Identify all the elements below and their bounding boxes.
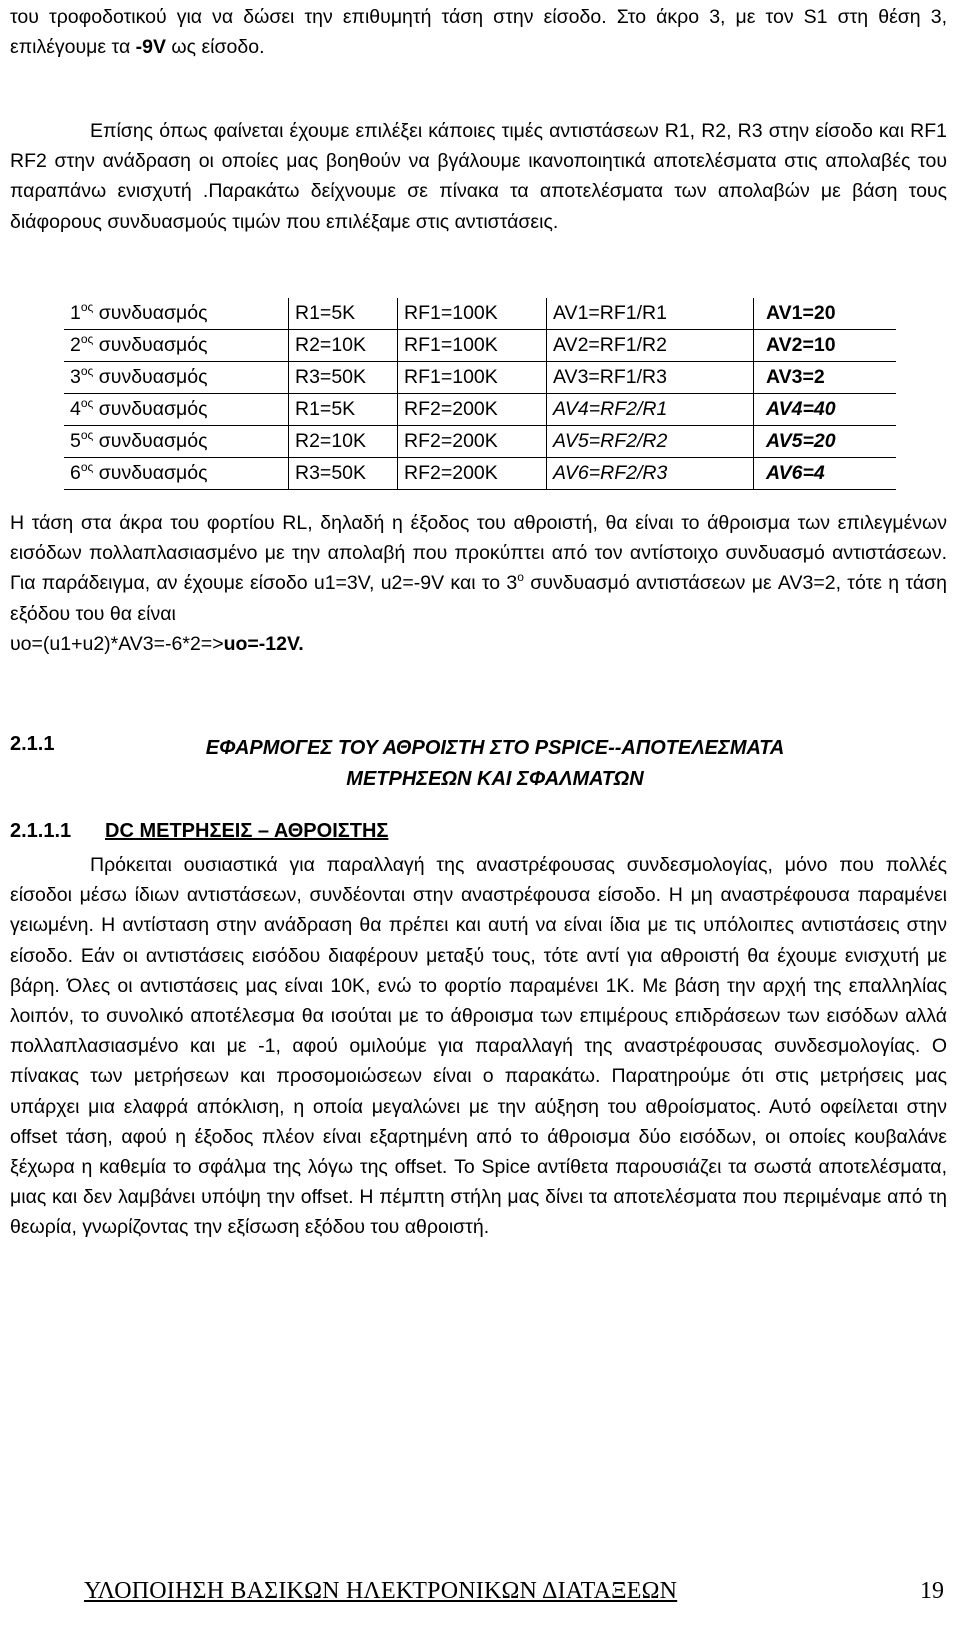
input-resistor-cell: R1=5K [289,394,398,426]
gain-result-cell: AV2=10 [754,330,897,362]
feedback-resistor-cell: RF2=200K [398,426,547,458]
ordinal-superscript: ος [80,460,94,474]
second-paragraph: Επίσης όπως φαίνεται έχουμε επιλέξει κάποιες τιμές αντιστάσεων R1, R2, R3 στην είσοδο και RF1 RF2 στην ανάδραση οι οποίες μας βοηθούν να βγάλουμε ικανοποιητικά αποτελέσματα στις απολαβές του παραπάνω ενισχυτή .Παρακάτω δείχνουμε σε πίνακα τα αποτελέσματα των απολαβών με βάση τους διάφορους συνδυασμούς τιμών που επιλέξαμε στις αντιστάσεις. [10,120,947,233]
vout-formula: υo=(u1+u2)*AV3=-6*2=> [10,632,224,655]
intro-end-text: ως είσοδο. [166,36,265,59]
gain-formula-cell: AV1=RF1/R1 [547,298,754,330]
table-row [64,298,896,330]
input-resistor-cell: R3=50K [289,458,398,490]
table-row [64,362,896,394]
vout-text-part1: Η τάση στα άκρα του φορτίου RL, δηλαδή η έξοδος του αθροιστή, θα είναι το άθροισμα των επιλεγμένων εισόδων πολλαπλασιασμένο με την απολαβή που προκύπτει από τον αντίστοιχο συνδυασμό αντιστάσεων. Για παράδειγμα, αν έχουμε είσοδο u1=3V, u2=-9V και το 3 [10,512,947,595]
ordinal-superscript: ος [80,396,94,410]
ordinal-superscript: ος [80,332,94,346]
vout-text-part2: συνδυασμό αντιστάσεων με AV3=2, τότε η τάση εξόδου του θα είναι [10,572,947,625]
combination-number: 4 [70,398,81,420]
section-title-line1: ΕΦΑΡΜΟΓΕΣ ΤΟΥ ΑΘΡΟΙΣΤΗ ΣΤΟ PSPICE--ΑΠΟΤΕΛΕΣΜΑΤΑ [205,737,785,759]
section-number: 2.1.1 [10,733,55,755]
intro-bold-voltage: -9V [135,36,167,59]
feedback-resistor-cell: RF2=200K [398,458,547,490]
table-row [64,426,896,458]
combination-number: 6 [70,462,81,484]
ordinal-superscript: ος [80,300,94,314]
page-number: 19 [920,1578,944,1604]
gain-formula-cell: AV6=RF2/R3 [547,458,754,490]
gain-result-cell: AV4=40 [754,394,897,426]
ordinal-superscript: ος [80,364,94,378]
body-paragraph: Πρόκειται ουσιαστικά για παραλλαγή της αναστρέφουσας συνδεσμολογίας, μόνο που πολλές είσοδοι μέσω ίδιων αντιστάσεων, συνδέονται στην αναστρέφουσα είσοδο. Η μη αναστρέφουσα παραμένει γειωμένη. Η αντίσταση στην ανάδραση θα πρέπει και αυτή να είναι ίδια με τις υπόλοιπες αντιστάσεις στην είσοδο. Εάν οι αντιστάσεις εισόδου διαφέρουν μεταξύ τους, τότε αντί για αθροιστή θα έχουμε ενισχυτή με βάρη. Όλες οι αντιστάσεις μας είναι 10K, ενώ το φορτίο παραμένει 1K. Με βάση την αρχή της επαλληλίας λοιπόν, το συνολικό αποτέλεσμα θα ισούται με το άθροισμα των επιμέρους επιδράσεων των εισόδων αλλά πολλαπλασιασμένο και με -1, αφού ομιλούμε για παραλλαγή της αναστρέφουσας συνδεσμολογίας. Ο πίνακας των μετρήσεων και προσομοιώσεων είναι ο παρακάτω. Παρατηρούμε ότι στις μετρήσεις μας υπάρχει μια ελαφρά απόκλιση, η οποία μεγαλώνει με την αύξηση του αθροίσματος. Αυτό οφείλεται στην offset τάση, αφού η έξοδος πλέον είναι εξαρτημένη από το άθροισμα δύο εισόδων, οι οποίες κουβαλάνε ξέχωρα η καθεμία το σφάλμα της λόγω της offset. Το Spice αντίθετα παρουσιάζει τα σωστά αποτελέσματα, μιας και δεν λαμβάνει υπόψη την offset. Η πέμπτη στήλη μας δίνει τα αποτελέσματα που περιμέναμε από τη θεωρία, γνωρίζοντας την εξίσωση εξόδου του αθροιστή. [10,854,947,1239]
input-resistor-cell: R2=10K [289,426,398,458]
gain-result-cell: AV3=2 [754,362,897,394]
combination-word: συνδυασμός [93,398,208,420]
feedback-resistor-cell: RF1=100K [398,362,547,394]
combination-word: συνδυασμός [93,430,208,452]
subsection-number: 2.1.1.1 [10,820,72,842]
combination-label-cell [64,330,289,362]
input-resistor-cell: R2=10K [289,330,398,362]
input-resistor-cell: R3=50K [289,362,398,394]
combination-number: 2 [70,334,81,356]
combination-label-cell [64,394,289,426]
gain-result-cell: AV6=4 [754,458,897,490]
combination-number: 5 [70,430,81,452]
vout-superscript: ο [517,570,524,585]
footer-title: ΥΛΟΠΟΙΗΣΗ ΒΑΣΙΚΩΝ ΗΛΕΚΤΡΟΝΙΚΩΝ ΔΙΑΤΑΞΕΩΝ [84,1578,678,1604]
feedback-resistor-cell: RF2=200K [398,394,547,426]
table-row [64,330,896,362]
combination-label-cell [64,298,289,330]
gain-formula-cell: AV5=RF2/R2 [547,426,754,458]
table-row [64,394,896,426]
subsection-title: DC ΜΕΤΡΗΣΕΙΣ – ΑΘΡΟΙΣΤΗΣ [105,820,389,842]
combination-number: 1 [70,302,81,324]
combination-label-cell [64,458,289,490]
vout-formula-result: uo=-12V. [223,632,304,655]
combination-word: συνδυασμός [93,334,208,356]
gain-formula-cell: AV2=RF1/R2 [547,330,754,362]
feedback-resistor-cell: RF1=100K [398,298,547,330]
combination-number: 3 [70,366,81,388]
gain-formula-cell: AV3=RF1/R3 [547,362,754,394]
combination-word: συνδυασμός [93,366,208,388]
section-title [105,733,885,795]
gain-formula-cell: AV4=RF2/R1 [547,394,754,426]
gain-results-table [64,298,896,490]
gain-result-cell: AV1=20 [754,298,897,330]
gain-results-table-body [64,298,896,490]
feedback-resistor-cell: RF1=100K [398,330,547,362]
intro-text: του τροφοδοτικού για να δώσει την επιθυμητή τάση στην είσοδο. Στο άκρο 3, με τον S1 στη θέση 3, επιλέγουμε τα [10,6,947,59]
intro-paragraph [10,2,947,62]
combination-label-cell [64,362,289,394]
section-title-line2: ΜΕΤΡΗΣΕΩΝ ΚΑΙ ΣΦΑΛΜΑΤΩΝ [346,768,644,790]
combination-label-cell [64,426,289,458]
ordinal-superscript: ος [80,428,94,442]
combination-word: συνδυασμός [93,462,208,484]
gain-result-cell: AV5=20 [754,426,897,458]
input-resistor-cell: R1=5K [289,298,398,330]
table-row [64,458,896,490]
combination-word: συνδυασμός [93,302,208,324]
vout-paragraph [10,508,947,659]
